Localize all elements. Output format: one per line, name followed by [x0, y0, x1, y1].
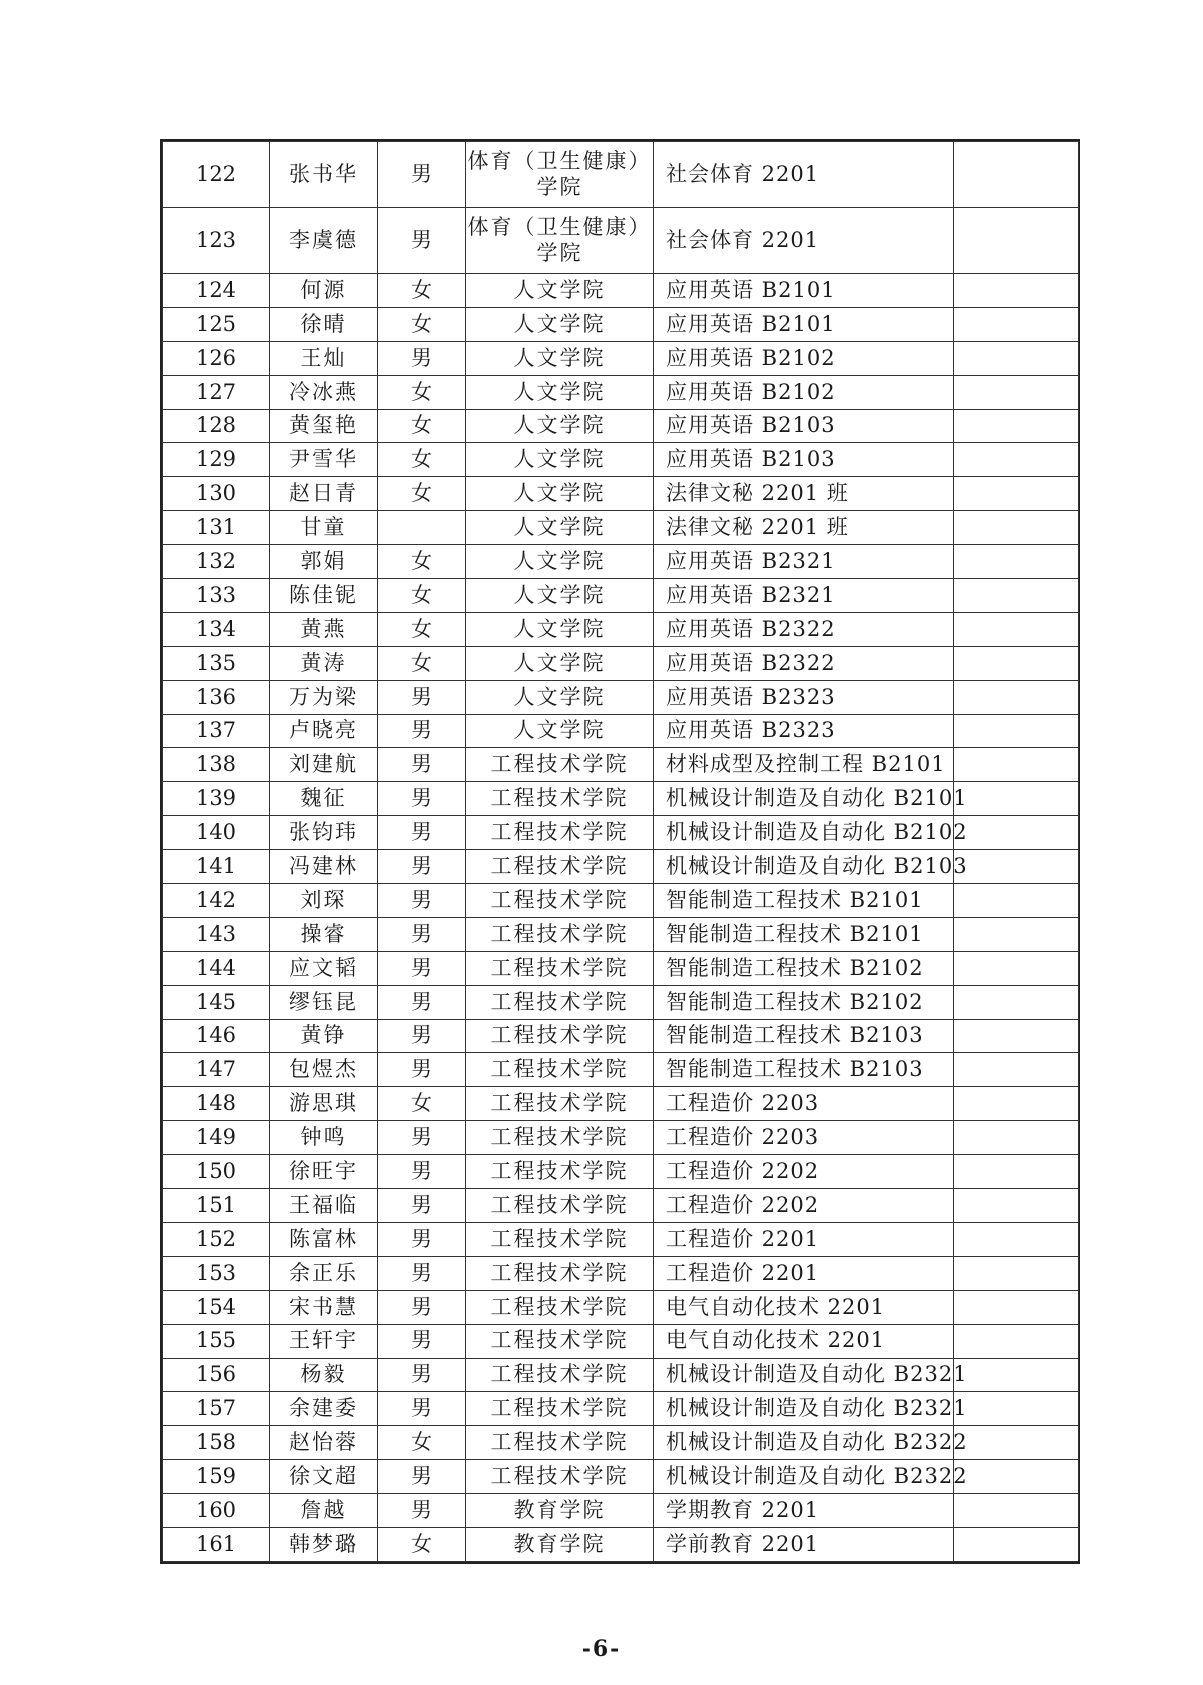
cell-number: 139	[163, 782, 270, 816]
cell-name: 冯建林	[270, 850, 378, 884]
cell-empty	[954, 1189, 1079, 1223]
cell-class: 应用英语 B2322	[654, 646, 954, 680]
cell-college: 工程技术学院	[466, 1324, 654, 1358]
cell-class: 应用英语 B2101	[654, 274, 954, 308]
cell-name: 甘童	[270, 511, 378, 545]
cell-college: 工程技术学院	[466, 884, 654, 918]
table-row	[163, 917, 1079, 951]
cell-class: 电气自动化技术 2201	[654, 1290, 954, 1324]
cell-empty	[954, 1494, 1079, 1528]
table-row	[163, 951, 1079, 985]
cell-gender: 男	[378, 850, 466, 884]
cell-class: 应用英语 B2322	[654, 612, 954, 646]
cell-class: 法律文秘 2201 班	[654, 477, 954, 511]
cell-name: 王轩宇	[270, 1324, 378, 1358]
cell-class: 工程造价 2203	[654, 1087, 954, 1121]
cell-class: 学期教育 2201	[654, 1494, 954, 1528]
cell-class: 应用英语 B2102	[654, 375, 954, 409]
cell-gender: 男	[378, 1019, 466, 1053]
cell-empty	[954, 782, 1079, 816]
cell-number: 124	[163, 274, 270, 308]
page-number: -6-	[581, 1636, 622, 1662]
cell-college: 人文学院	[466, 714, 654, 748]
cell-class: 应用英语 B2103	[654, 443, 954, 477]
cell-college: 工程技术学院	[466, 1392, 654, 1426]
cell-number: 147	[163, 1053, 270, 1087]
student-list-table-frame	[160, 139, 1080, 1564]
table-row	[163, 511, 1079, 545]
cell-gender: 男	[378, 1155, 466, 1189]
cell-gender: 男	[378, 1222, 466, 1256]
cell-college: 工程技术学院	[466, 816, 654, 850]
table-row	[163, 748, 1079, 782]
cell-gender: 男	[378, 142, 466, 208]
cell-gender: 男	[378, 1392, 466, 1426]
cell-gender: 男	[378, 816, 466, 850]
cell-number: 123	[163, 208, 270, 274]
cell-gender: 男	[378, 1290, 466, 1324]
student-list-table	[162, 141, 1079, 1562]
cell-college: 工程技术学院	[466, 1189, 654, 1223]
cell-gender: 女	[378, 579, 466, 613]
cell-college: 工程技术学院	[466, 850, 654, 884]
cell-gender: 女	[378, 612, 466, 646]
cell-college: 工程技术学院	[466, 782, 654, 816]
cell-name: 何源	[270, 274, 378, 308]
cell-college: 工程技术学院	[466, 1053, 654, 1087]
cell-empty	[954, 1460, 1079, 1494]
cell-college: 工程技术学院	[466, 1087, 654, 1121]
cell-college: 工程技术学院	[466, 951, 654, 985]
cell-gender	[378, 511, 466, 545]
cell-class: 智能制造工程技术 B2102	[654, 951, 954, 985]
table-row	[163, 307, 1079, 341]
table-row	[163, 1053, 1079, 1087]
cell-class: 工程造价 2201	[654, 1256, 954, 1290]
table-row	[163, 1426, 1079, 1460]
cell-class: 机械设计制造及自动化 B2101	[654, 782, 954, 816]
cell-college: 人文学院	[466, 443, 654, 477]
cell-college: 人文学院	[466, 680, 654, 714]
table-row	[163, 545, 1079, 579]
cell-class: 工程造价 2201	[654, 1222, 954, 1256]
cell-gender: 男	[378, 985, 466, 1019]
cell-class: 社会体育 2201	[654, 208, 954, 274]
cell-class: 工程造价 2202	[654, 1155, 954, 1189]
cell-name: 余建委	[270, 1392, 378, 1426]
cell-empty	[954, 1087, 1079, 1121]
cell-gender: 女	[378, 477, 466, 511]
cell-name: 黄涛	[270, 646, 378, 680]
cell-empty	[954, 274, 1079, 308]
cell-class: 电气自动化技术 2201	[654, 1324, 954, 1358]
cell-name: 赵怡蓉	[270, 1426, 378, 1460]
cell-class: 智能制造工程技术 B2102	[654, 985, 954, 1019]
cell-name: 应文韬	[270, 951, 378, 985]
cell-empty	[954, 714, 1079, 748]
cell-college: 人文学院	[466, 341, 654, 375]
cell-number: 126	[163, 341, 270, 375]
cell-empty	[954, 951, 1079, 985]
cell-number: 146	[163, 1019, 270, 1053]
table-row	[163, 409, 1079, 443]
cell-number: 151	[163, 1189, 270, 1223]
cell-empty	[954, 579, 1079, 613]
cell-name: 王福临	[270, 1189, 378, 1223]
cell-name: 徐晴	[270, 307, 378, 341]
cell-name: 黄玺艳	[270, 409, 378, 443]
table-row	[163, 274, 1079, 308]
table-row	[163, 714, 1079, 748]
cell-empty	[954, 1121, 1079, 1155]
cell-college: 工程技术学院	[466, 1358, 654, 1392]
cell-name: 徐旺宇	[270, 1155, 378, 1189]
cell-empty	[954, 1256, 1079, 1290]
table-row	[163, 1527, 1079, 1561]
cell-empty	[954, 375, 1079, 409]
cell-class: 机械设计制造及自动化 B2322	[654, 1426, 954, 1460]
table-row	[163, 1189, 1079, 1223]
cell-empty	[954, 748, 1079, 782]
cell-empty	[954, 208, 1079, 274]
table-row	[163, 375, 1079, 409]
table-row	[163, 142, 1079, 208]
cell-name: 尹雪华	[270, 443, 378, 477]
table-row	[163, 443, 1079, 477]
cell-number: 152	[163, 1222, 270, 1256]
table-row	[163, 816, 1079, 850]
cell-name: 余正乐	[270, 1256, 378, 1290]
table-row	[163, 884, 1079, 918]
cell-college: 人文学院	[466, 511, 654, 545]
cell-empty	[954, 646, 1079, 680]
cell-gender: 男	[378, 1324, 466, 1358]
cell-gender: 女	[378, 274, 466, 308]
cell-name: 王灿	[270, 341, 378, 375]
table-body	[163, 142, 1079, 1562]
cell-name: 韩梦璐	[270, 1527, 378, 1561]
table-row	[163, 646, 1079, 680]
cell-class: 应用英语 B2103	[654, 409, 954, 443]
cell-gender: 男	[378, 748, 466, 782]
cell-gender: 男	[378, 714, 466, 748]
cell-college: 工程技术学院	[466, 1256, 654, 1290]
cell-class: 机械设计制造及自动化 B2103	[654, 850, 954, 884]
cell-gender: 男	[378, 1460, 466, 1494]
cell-gender: 女	[378, 443, 466, 477]
cell-empty	[954, 443, 1079, 477]
cell-gender: 男	[378, 917, 466, 951]
cell-number: 143	[163, 917, 270, 951]
cell-college: 体育（卫生健康）学院	[466, 142, 654, 208]
cell-empty	[954, 1053, 1079, 1087]
cell-college: 人文学院	[466, 274, 654, 308]
cell-gender: 男	[378, 1256, 466, 1290]
cell-college: 人文学院	[466, 545, 654, 579]
cell-class: 机械设计制造及自动化 B2102	[654, 816, 954, 850]
cell-class: 社会体育 2201	[654, 142, 954, 208]
cell-name: 李虞德	[270, 208, 378, 274]
cell-college: 工程技术学院	[466, 1222, 654, 1256]
cell-empty	[954, 1426, 1079, 1460]
cell-name: 钟鸣	[270, 1121, 378, 1155]
cell-gender: 男	[378, 680, 466, 714]
cell-name: 陈富林	[270, 1222, 378, 1256]
cell-number: 157	[163, 1392, 270, 1426]
table-row	[163, 208, 1079, 274]
cell-class: 机械设计制造及自动化 B2322	[654, 1460, 954, 1494]
cell-number: 135	[163, 646, 270, 680]
cell-gender: 女	[378, 1527, 466, 1561]
cell-gender: 女	[378, 646, 466, 680]
table-row	[163, 477, 1079, 511]
cell-number: 155	[163, 1324, 270, 1358]
cell-college: 工程技术学院	[466, 1426, 654, 1460]
cell-number: 129	[163, 443, 270, 477]
cell-number: 133	[163, 579, 270, 613]
cell-class: 应用英语 B2102	[654, 341, 954, 375]
cell-college: 教育学院	[466, 1494, 654, 1528]
cell-name: 赵日青	[270, 477, 378, 511]
cell-empty	[954, 142, 1079, 208]
table-row	[163, 579, 1079, 613]
table-row	[163, 1087, 1079, 1121]
cell-number: 158	[163, 1426, 270, 1460]
cell-gender: 女	[378, 375, 466, 409]
table-row	[163, 1155, 1079, 1189]
cell-class: 应用英语 B2323	[654, 680, 954, 714]
cell-empty	[954, 511, 1079, 545]
cell-college: 体育（卫生健康）学院	[466, 208, 654, 274]
cell-college: 工程技术学院	[466, 917, 654, 951]
cell-college: 人文学院	[466, 646, 654, 680]
cell-empty	[954, 477, 1079, 511]
table-row	[163, 1392, 1079, 1426]
cell-college: 人文学院	[466, 477, 654, 511]
cell-class: 应用英语 B2101	[654, 307, 954, 341]
cell-number: 136	[163, 680, 270, 714]
cell-empty	[954, 545, 1079, 579]
cell-class: 法律文秘 2201 班	[654, 511, 954, 545]
cell-name: 缪钰昆	[270, 985, 378, 1019]
cell-number: 148	[163, 1087, 270, 1121]
cell-class: 智能制造工程技术 B2103	[654, 1053, 954, 1087]
cell-gender: 男	[378, 1189, 466, 1223]
cell-class: 应用英语 B2321	[654, 579, 954, 613]
table-row	[163, 1494, 1079, 1528]
cell-class: 智能制造工程技术 B2103	[654, 1019, 954, 1053]
cell-empty	[954, 409, 1079, 443]
cell-number: 142	[163, 884, 270, 918]
table-row	[163, 1460, 1079, 1494]
cell-name: 徐文超	[270, 1460, 378, 1494]
cell-name: 操睿	[270, 917, 378, 951]
cell-gender: 男	[378, 951, 466, 985]
cell-empty	[954, 612, 1079, 646]
cell-name: 郭娟	[270, 545, 378, 579]
table-row	[163, 680, 1079, 714]
cell-empty	[954, 1358, 1079, 1392]
cell-name: 包煜杰	[270, 1053, 378, 1087]
cell-name: 游思琪	[270, 1087, 378, 1121]
cell-name: 冷冰燕	[270, 375, 378, 409]
cell-empty	[954, 816, 1079, 850]
cell-number: 154	[163, 1290, 270, 1324]
cell-number: 140	[163, 816, 270, 850]
cell-class: 学前教育 2201	[654, 1527, 954, 1561]
cell-number: 122	[163, 142, 270, 208]
cell-class: 机械设计制造及自动化 B2321	[654, 1358, 954, 1392]
cell-number: 161	[163, 1527, 270, 1561]
cell-gender: 男	[378, 208, 466, 274]
table-row	[163, 1324, 1079, 1358]
cell-name: 宋书慧	[270, 1290, 378, 1324]
cell-number: 145	[163, 985, 270, 1019]
cell-number: 130	[163, 477, 270, 511]
cell-number: 149	[163, 1121, 270, 1155]
cell-number: 132	[163, 545, 270, 579]
cell-empty	[954, 884, 1079, 918]
cell-name: 刘建航	[270, 748, 378, 782]
cell-college: 工程技术学院	[466, 1290, 654, 1324]
cell-gender: 女	[378, 545, 466, 579]
cell-college: 工程技术学院	[466, 1019, 654, 1053]
cell-number: 159	[163, 1460, 270, 1494]
cell-empty	[954, 1155, 1079, 1189]
cell-college: 工程技术学院	[466, 1155, 654, 1189]
cell-gender: 男	[378, 341, 466, 375]
cell-gender: 男	[378, 1053, 466, 1087]
cell-gender: 男	[378, 1358, 466, 1392]
cell-name: 魏征	[270, 782, 378, 816]
table-row	[163, 850, 1079, 884]
cell-gender: 男	[378, 1121, 466, 1155]
cell-empty	[954, 1019, 1079, 1053]
cell-empty	[954, 680, 1079, 714]
cell-number: 150	[163, 1155, 270, 1189]
table-row	[163, 1121, 1079, 1155]
cell-empty	[954, 1290, 1079, 1324]
table-row	[163, 1222, 1079, 1256]
cell-college: 人文学院	[466, 375, 654, 409]
cell-gender: 女	[378, 1087, 466, 1121]
cell-college: 工程技术学院	[466, 1460, 654, 1494]
cell-name: 卢晓亮	[270, 714, 378, 748]
cell-number: 137	[163, 714, 270, 748]
cell-name: 黄铮	[270, 1019, 378, 1053]
cell-gender: 男	[378, 884, 466, 918]
cell-gender: 女	[378, 307, 466, 341]
cell-empty	[954, 1222, 1079, 1256]
cell-class: 应用英语 B2321	[654, 545, 954, 579]
table-row	[163, 612, 1079, 646]
cell-number: 160	[163, 1494, 270, 1528]
cell-name: 张钧玮	[270, 816, 378, 850]
table-row	[163, 1358, 1079, 1392]
cell-empty	[954, 985, 1079, 1019]
cell-name: 詹越	[270, 1494, 378, 1528]
cell-number: 128	[163, 409, 270, 443]
table-row	[163, 985, 1079, 1019]
cell-empty	[954, 850, 1079, 884]
table-row	[163, 1019, 1079, 1053]
cell-name: 张书华	[270, 142, 378, 208]
cell-gender: 男	[378, 782, 466, 816]
cell-empty	[954, 341, 1079, 375]
cell-number: 153	[163, 1256, 270, 1290]
cell-gender: 女	[378, 1426, 466, 1460]
cell-name: 杨毅	[270, 1358, 378, 1392]
cell-number: 144	[163, 951, 270, 985]
cell-number: 156	[163, 1358, 270, 1392]
cell-class: 智能制造工程技术 B2101	[654, 917, 954, 951]
cell-class: 工程造价 2203	[654, 1121, 954, 1155]
cell-college: 工程技术学院	[466, 985, 654, 1019]
cell-name: 万为梁	[270, 680, 378, 714]
cell-class: 工程造价 2202	[654, 1189, 954, 1223]
cell-number: 141	[163, 850, 270, 884]
cell-name: 刘琛	[270, 884, 378, 918]
table-row	[163, 341, 1079, 375]
cell-gender: 男	[378, 1494, 466, 1528]
cell-college: 人文学院	[466, 409, 654, 443]
table-row	[163, 1256, 1079, 1290]
cell-name: 陈佳铌	[270, 579, 378, 613]
cell-college: 人文学院	[466, 307, 654, 341]
cell-number: 127	[163, 375, 270, 409]
cell-class: 机械设计制造及自动化 B2321	[654, 1392, 954, 1426]
cell-college: 教育学院	[466, 1527, 654, 1561]
cell-class: 智能制造工程技术 B2101	[654, 884, 954, 918]
cell-empty	[954, 917, 1079, 951]
cell-number: 138	[163, 748, 270, 782]
cell-empty	[954, 1392, 1079, 1426]
cell-class: 应用英语 B2323	[654, 714, 954, 748]
cell-college: 工程技术学院	[466, 1121, 654, 1155]
cell-number: 125	[163, 307, 270, 341]
cell-number: 131	[163, 511, 270, 545]
cell-gender: 女	[378, 409, 466, 443]
cell-college: 工程技术学院	[466, 748, 654, 782]
table-row	[163, 1290, 1079, 1324]
cell-name: 黄燕	[270, 612, 378, 646]
cell-empty	[954, 307, 1079, 341]
cell-class: 材料成型及控制工程 B2101	[654, 748, 954, 782]
table-row	[163, 782, 1079, 816]
cell-college: 人文学院	[466, 579, 654, 613]
cell-empty	[954, 1527, 1079, 1561]
cell-college: 人文学院	[466, 612, 654, 646]
cell-number: 134	[163, 612, 270, 646]
cell-empty	[954, 1324, 1079, 1358]
